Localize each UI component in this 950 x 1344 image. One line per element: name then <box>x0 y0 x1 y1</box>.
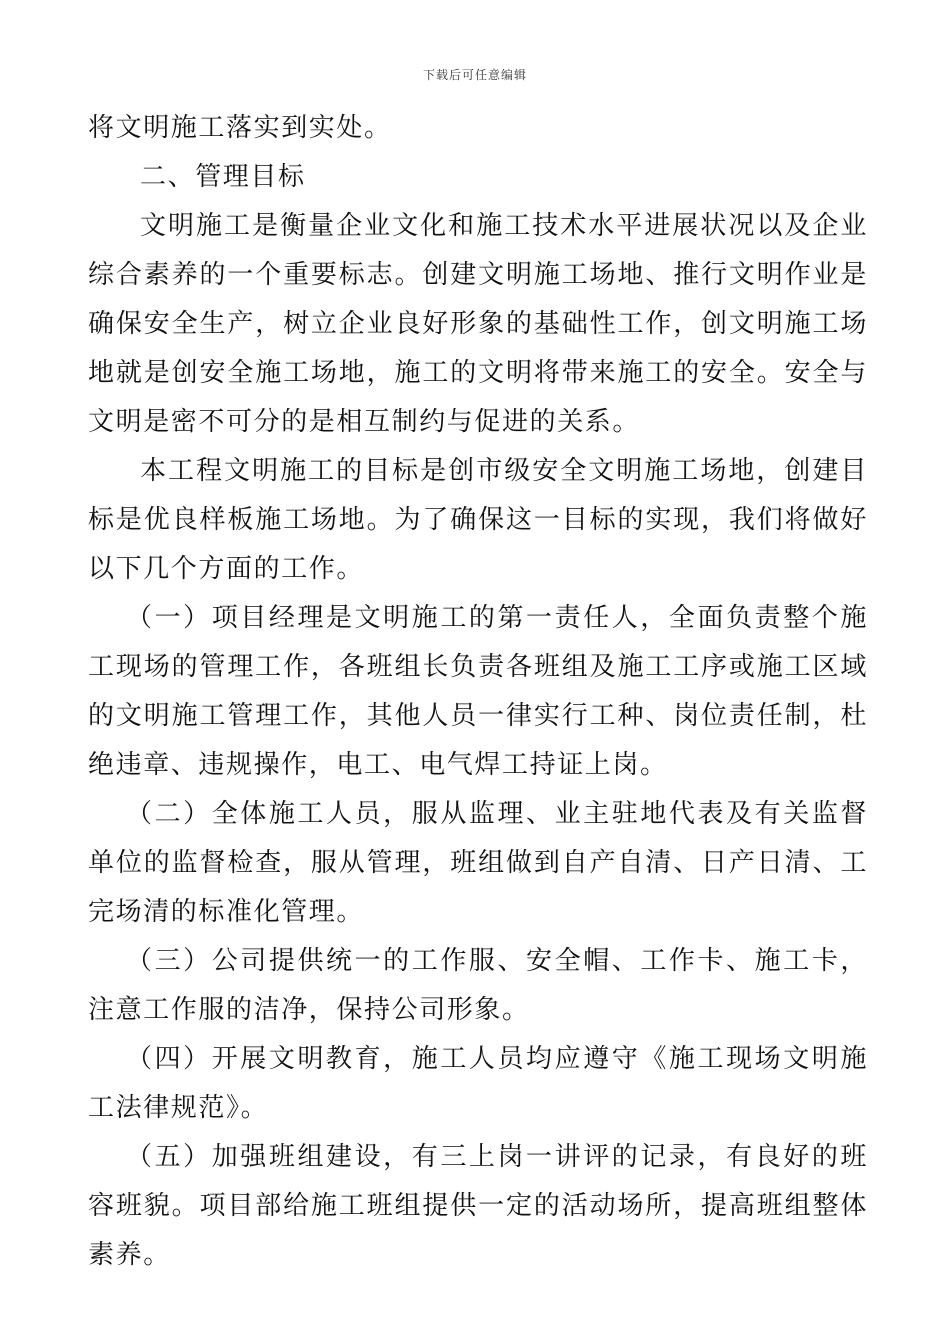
list-item-5: （五）加强班组建设，有三上岗一讲评的记录，有良好的班容班貌。项目部给施工班组提供一定的活动场所，提高班组整体素养。 <box>88 1142 868 1270</box>
paragraph-continuation: 将文明施工落实到实处。 <box>88 113 392 143</box>
section-heading: 二、管理目标 <box>140 162 306 192</box>
paragraph-goal: 本工程文明施工的目标是创市级安全文明施工场地，创建目标是优良样板施工场地。为了确保这一目标的实现，我们将做好以下几个方面的工作。 <box>88 456 868 584</box>
list-item-2: （二）全体施工人员，服从监理、业主驻地代表及有关监督单位的监督检查，服从管理，班组做到自产自清、日产日清、工完场清的标准化管理。 <box>88 799 868 927</box>
document-body <box>88 104 868 1280</box>
page-header: 下载后可任意编辑 <box>422 68 527 82</box>
paragraph-intro: 文明施工是衡量企业文化和施工技术水平进展状况以及企业综合素养的一个重要标志。创建文明施工场地、推行文明作业是确保安全生产，树立企业良好形象的基础性工作，创文明施工场地就是创安全施工场地，施工的文明将带来施工的安全。安全与文明是密不可分的是相互制约与促进的关系。 <box>88 211 868 437</box>
list-item-3: （三）公司提供统一的工作服、安全帽、工作卡、施工卡，注意工作服的洁净，保持公司形象。 <box>88 946 868 1025</box>
list-item-4: （四）开展文明教育，施工人员均应遵守《施工现场文明施工法律规范》。 <box>88 1044 868 1123</box>
list-item-1: （一）项目经理是文明施工的第一责任人，全面负责整个施工现场的管理工作，各班组长负责各班组及施工工序或施工区域的文明施工管理工作，其他人员一律实行工种、岗位责任制，杜绝违章、违规操作，电工、电气焊工持证上岗。 <box>88 603 868 780</box>
